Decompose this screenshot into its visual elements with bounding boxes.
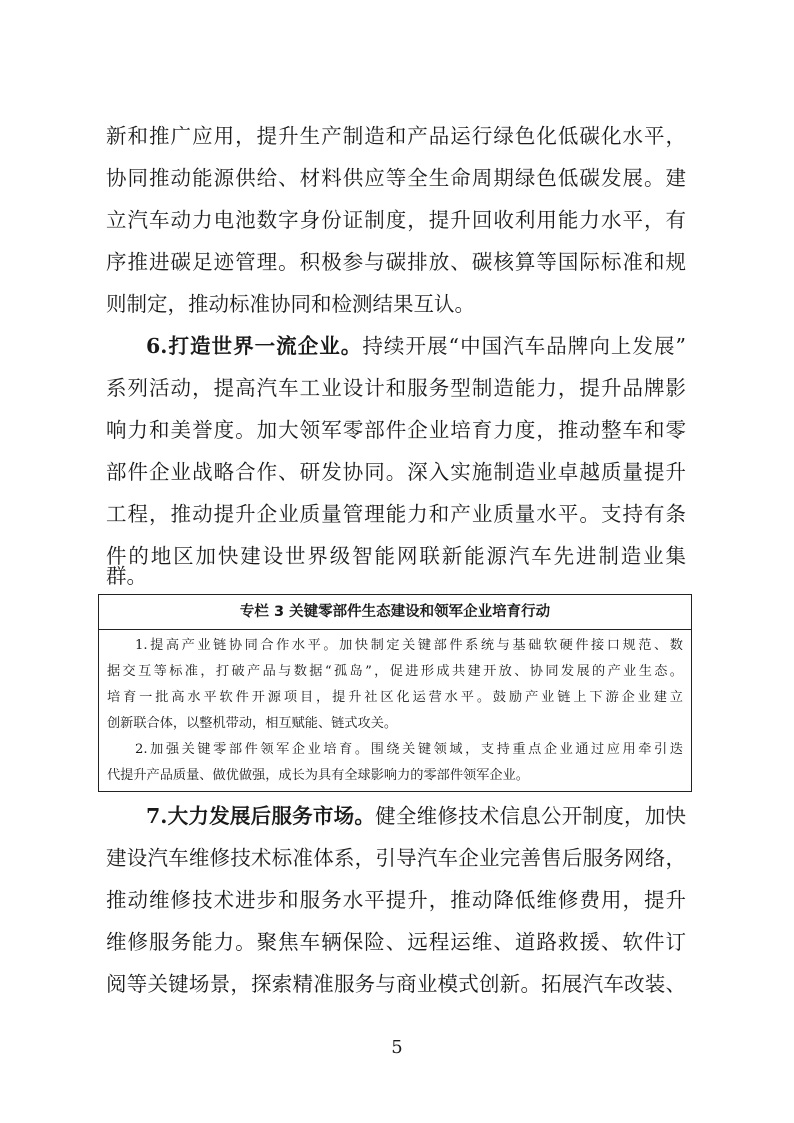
body-text-line: 响力和美誉度。加大领军零部件企业培育力度，推动整车和零 <box>106 418 686 442</box>
body-text-line: 系列活动，提高汽车工业设计和服务型制造能力，提升品牌影 <box>106 376 686 400</box>
body-text-line: 协同推动能源供给、材料供应等全生命周期绿色低碳发展。建 <box>106 166 686 190</box>
section-6-first-line <box>146 325 686 367</box>
column-box-line: 代提升产品质量、做优做强，成长为具有全球影响力的零部件领军企业。 <box>107 768 529 783</box>
body-text-line: 则制定，推动标准协同和检测结果互认。 <box>106 292 475 316</box>
body-text-line: 建设汽车维修技术标准体系，引导汽车企业完善售后服务网络， <box>106 846 686 870</box>
body-text-line: 新和推广应用，提升生产制造和产品运行绿色化低碳化水平， <box>106 124 686 148</box>
section-7-heading: 7.大力发展后服务市场。 <box>146 804 376 828</box>
body-text-line: 阅等关键场景，探索精准服务与商业模式创新。拓展汽车改装、 <box>106 972 686 996</box>
body-text-line: 工程，推动提升企业质量管理能力和产业质量水平。支持有条 <box>106 502 686 526</box>
column-box-line: 创新联合体，以整机带动，相互赋能、链式攻关。 <box>107 716 398 731</box>
column-box-line: 培育一批高水平软件开源项目，提升社区化运营水平。鼓励产业链上下游企业建立 <box>107 690 683 705</box>
page-number: 5 <box>391 1037 403 1058</box>
column-box-line: 据交互等标准，打破产品与数据“孤岛”，促进形成共建开放、协同发展的产业生态。 <box>107 664 683 679</box>
column-box-line: 2.加强关键零部件领军企业培育。围绕关键领域，支持重点企业通过应用牵引迭 <box>135 742 683 757</box>
body-text-line: 维修服务能力。聚焦车辆保险、远程运维、道路救援、软件订 <box>106 930 686 954</box>
section-7-lead-text: 健全维修技术信息公开制度，加快 <box>375 804 686 828</box>
body-text-line: 立汽车动力电池数字身份证制度，提升回收利用能力水平，有 <box>106 208 686 232</box>
column-box-line: 1.提高产业链协同合作水平。加快制定关键部件系统与基础软硬件接口规范、数 <box>135 638 683 653</box>
column-box-title: 专栏 3 关键零部件生态建设和领军企业培育行动 <box>99 595 691 630</box>
section-7-first-line <box>146 795 686 837</box>
body-text-line: 件的地区加快建设世界级智能网联新能源汽车先进制造业集 <box>106 544 686 568</box>
body-text-line: 群。 <box>106 564 147 588</box>
body-text-line: 推动维修技术进步和服务水平提升，推动降低维修费用，提升 <box>106 888 686 912</box>
body-text-line: 部件企业战略合作、研发协同。深入实施制造业卓越质量提升 <box>106 460 686 484</box>
column-box <box>98 594 692 792</box>
section-6-heading: 6.打造世界一流企业。 <box>146 334 363 358</box>
body-text-line: 序推进碳足迹管理。积极参与碳排放、碳核算等国际标准和规 <box>106 250 686 274</box>
section-6-lead-text: 持续开展“中国汽车品牌向上发展” <box>362 334 686 358</box>
